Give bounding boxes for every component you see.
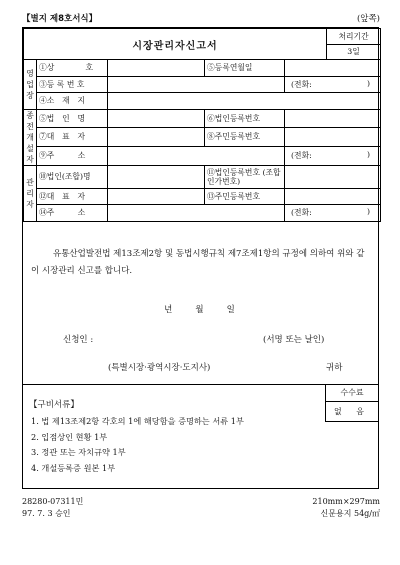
fee-label: 수수료 (326, 384, 378, 402)
authority-label: (특별시장·광역시장·도지사) (108, 363, 211, 373)
fee-box (325, 384, 378, 422)
form-code: 28280-07311민 (22, 497, 84, 506)
addressee-label: 귀하 (326, 363, 343, 373)
page-side: (앞쪽) (356, 14, 380, 24)
declaration-paragraph: 유통산업발전법 제13조제2항 및 동법시행규칙 제7조제1항의 규정에 의하여 위와 같이 시장관리 신고를 합니다. (31, 249, 365, 276)
label-mgr-resident-no: ⑬주민등록번호 (205, 188, 285, 205)
list-item: 2. 입점상인 현황 1부 (31, 431, 108, 442)
input-mgr-address[interactable] (108, 205, 285, 222)
input-corp-reg-no[interactable] (285, 109, 381, 128)
label-resident-no: ⑧주민등록번호 (205, 128, 285, 147)
form-table (23, 28, 381, 222)
input-mgr-corp[interactable] (108, 165, 205, 188)
input-resident-no[interactable] (285, 128, 381, 147)
footer-left (22, 496, 83, 520)
label-mgr-address: ⑭주 소 (37, 205, 108, 222)
section-manager: 관리자 (24, 165, 37, 221)
label-rep: ⑦대 표 자 (37, 128, 108, 147)
paper-size: 210mm×297mm (312, 497, 380, 506)
section-operator: 종전개설자 (24, 109, 37, 165)
label-mgr-corp: ⑩법인(조합)명 (37, 165, 108, 188)
form-title: 시장관리자신고서 (24, 29, 327, 60)
date-line[interactable]: 년 월 일 (164, 305, 237, 315)
label-mgr-rep: ⑫대 표 자 (37, 188, 108, 205)
input-mgr-corp-no[interactable] (285, 165, 381, 188)
list-item: 1. 법 제13조제2항 각호의 1에 해당함을 증명하는 서류 1부 (31, 416, 244, 426)
fee-value: 없 음 (334, 407, 370, 416)
label-address: ④소 재 지 (37, 93, 108, 110)
label-mgr-corp-no: ⑪법인등록번호 (조합인가번호) (205, 165, 285, 188)
documents-list (31, 414, 244, 476)
form-frame (22, 27, 379, 489)
label-reg-date: ⑤등록연월일 (205, 60, 285, 77)
form-number: 【별지 제8호서식】 (22, 14, 98, 24)
list-item: 4. 개설등록증 원본 1부 (31, 462, 116, 473)
label-corp-name: ⑤법 인 명 (37, 109, 108, 128)
input-reg-date[interactable] (285, 60, 381, 77)
processing-value: 3일 (327, 44, 381, 60)
input-mgr-rep[interactable] (108, 188, 205, 205)
phone-field-1[interactable]: (전화: ) (285, 76, 381, 93)
processing-label: 처리기간 (327, 29, 381, 45)
footer-right (312, 496, 380, 520)
input-name[interactable] (108, 60, 205, 77)
signature-label: (서명 또는 날인) (263, 335, 325, 345)
paper-type: 신문용지 54g/㎡ (320, 509, 380, 518)
phone-field-3[interactable]: (전화: ) (285, 205, 381, 222)
approval-date: 97. 7. 3 승인 (22, 509, 71, 518)
phone-field-2[interactable]: (전화: ) (285, 146, 381, 165)
input-corp-name[interactable] (108, 109, 205, 128)
input-op-address[interactable] (108, 146, 285, 165)
input-mgr-resident-no[interactable] (285, 188, 381, 205)
label-reg-no: ③등 록 번 호 (37, 76, 108, 93)
input-reg-no[interactable] (108, 76, 285, 93)
input-address[interactable] (108, 93, 381, 110)
list-item: 3. 정관 또는 자치규약 1부 (31, 447, 126, 457)
input-rep[interactable] (108, 128, 205, 147)
applicant-label: 신청인 : (63, 335, 94, 345)
section-business: 영업장 (24, 60, 37, 110)
documents-title: 【구비서류】 (29, 400, 79, 410)
label-op-address: ⑨주 소 (37, 146, 108, 165)
label-name: ①상 호 (37, 60, 108, 77)
label-corp-reg-no: ⑥법인등록번호 (205, 109, 285, 128)
